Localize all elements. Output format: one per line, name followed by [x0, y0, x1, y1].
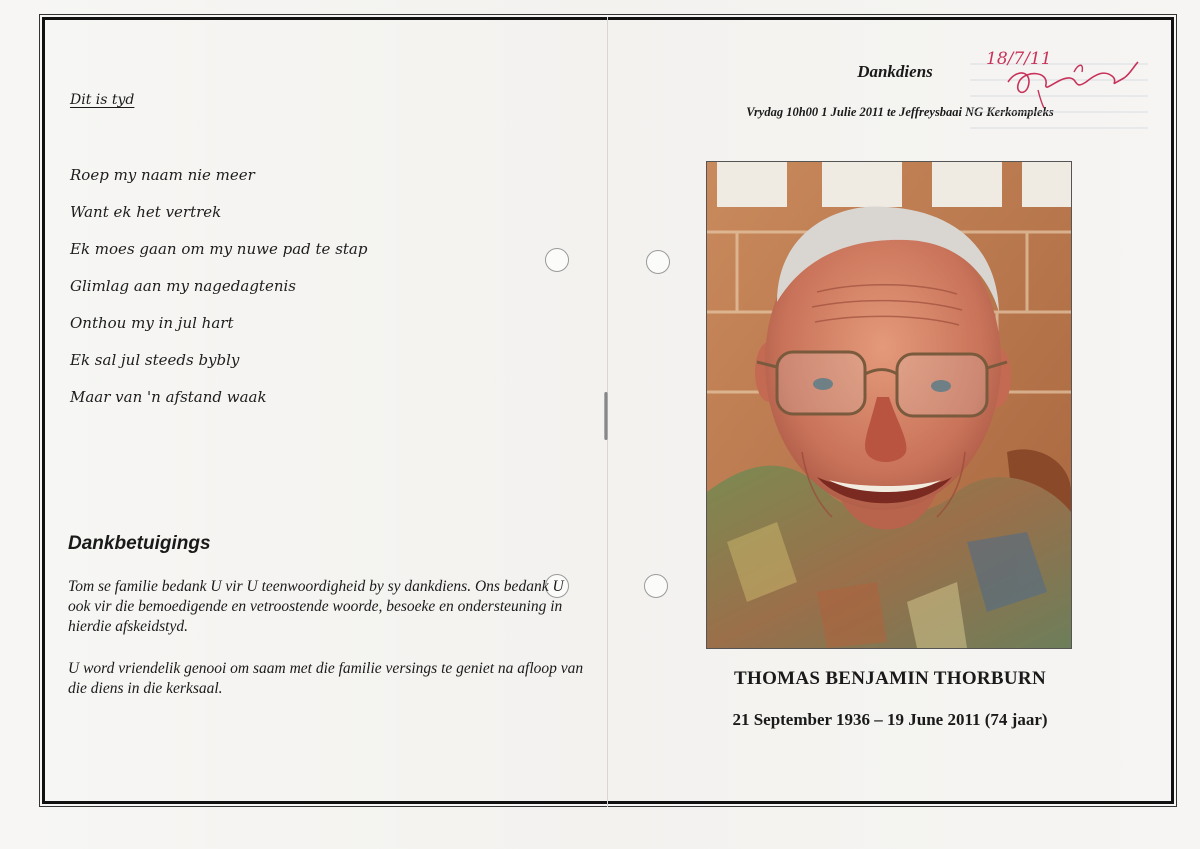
- poem-line: Want ek het vertrek: [70, 203, 222, 221]
- poem-line: Glimlag aan my nagedagtenis: [70, 277, 296, 295]
- poem-line: Roep my naam nie meer: [70, 166, 255, 184]
- handwritten-date: 18/7/11: [986, 49, 1052, 69]
- poem-title: Dit is tyd: [70, 92, 135, 108]
- portrait-illustration: [707, 162, 1071, 648]
- punch-hole: [545, 248, 569, 272]
- punch-hole: [644, 574, 668, 598]
- life-dates: 21 September 1936 – 19 June 2011 (74 jaar): [732, 710, 1048, 729]
- thanks-heading: Dankbetuigings: [68, 533, 211, 554]
- punch-hole: [646, 250, 670, 274]
- invitation-paragraph: U word vriendelik genooi om saam met die familie versings te geniet na afloop van die diens in die kerksaal.: [68, 660, 584, 697]
- staple-mark: [604, 392, 608, 440]
- poem-line: Ek moes gaan om my nuwe pad te stap: [70, 240, 368, 258]
- portrait-photo: [706, 161, 1072, 649]
- deceased-name: THOMAS BENJAMIN THORBURN: [734, 668, 1046, 689]
- service-details: Vrydag 10h00 1 Julie 2011 te Jeffreysbaai NG Kerkompleks: [746, 105, 1054, 119]
- service-title: Dankdiens: [857, 62, 933, 81]
- poem-line: Onthou my in jul hart: [70, 314, 234, 332]
- poem-line: Ek sal jul steeds bybly: [70, 351, 240, 369]
- handwritten-signature: [978, 42, 1148, 112]
- poem-line: Maar van 'n afstand waak: [70, 388, 267, 406]
- thanks-paragraph: Tom se familie bedank U vir U teenwoordigheid by sy dankdiens. Ons bedank U ook vir die bemoedigende en vetroostende woorde, besoeke en ondersteuning in hierdie afskeidstyd.: [68, 578, 564, 635]
